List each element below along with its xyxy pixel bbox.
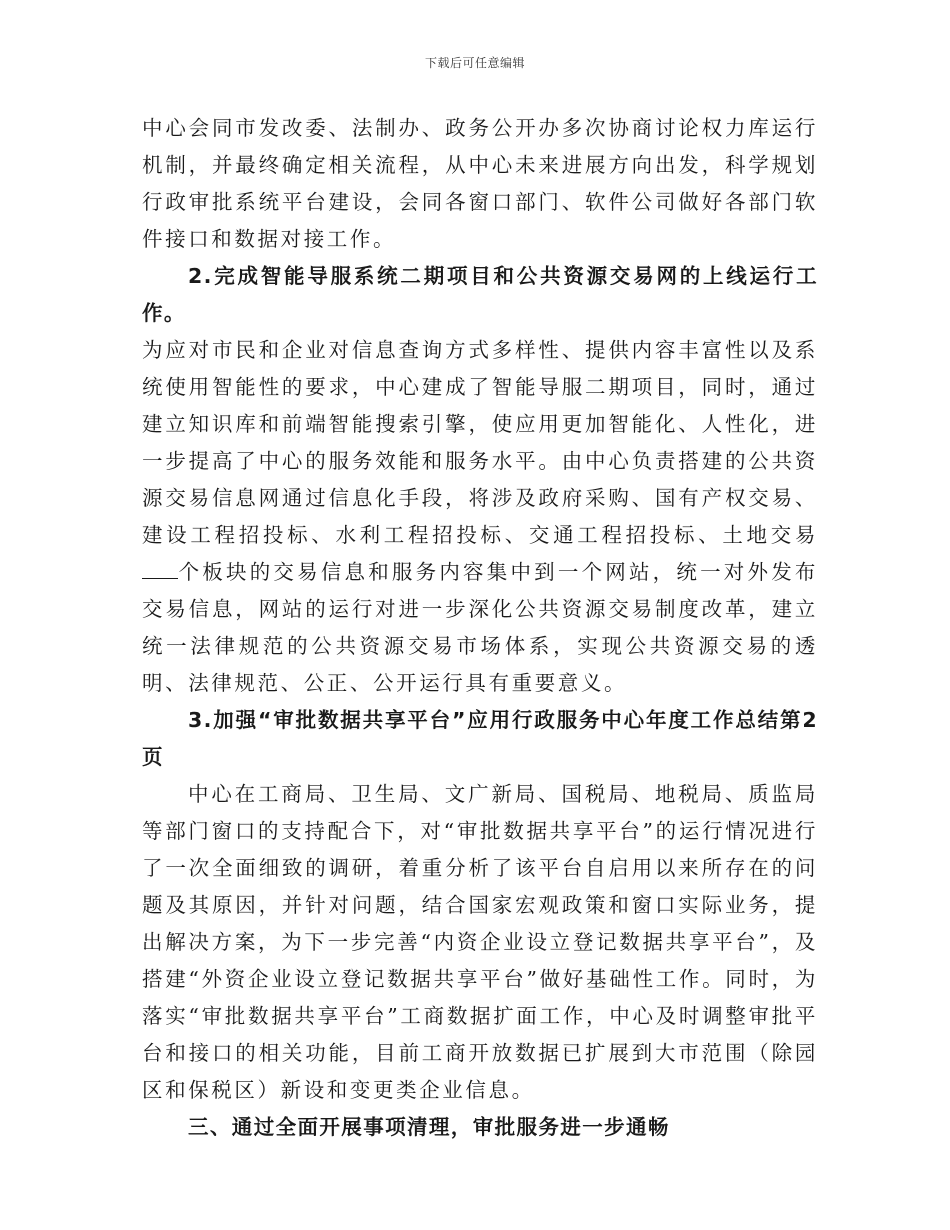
blank-underline	[142, 560, 178, 579]
paragraph-2-part-b: 个板块的交易信息和服务内容集中到一个网站，统一对外发布交易信息，网站的运行对进一步深化公共资源交易制度改革，建立统一法律规范的公共资源交易市场体系，实现公共资源交易的透明、法律规范、公正、公开运行具有重要意义。	[142, 560, 818, 695]
section-heading-2: 2.完成智能导服系统二期项目和公共资源交易网的上线运行工作。	[142, 264, 818, 325]
document-body	[142, 110, 818, 1146]
paragraph-1: 中心会同市发改委、法制办、政务公开办多次协商讨论权力库运行机制，并最终确定相关流程，从中心未来进展方向出发，科学规划行政审批系统平台建设，会同各窗口部门、软件公司做好各部门软件接口和数据对接工作。	[142, 116, 818, 251]
paragraph-2-part-a: 为应对市民和企业对信息查询方式多样性、提供内容丰富性以及系统使用智能性的要求，中心建成了智能导服二期项目，同时，通过建立知识库和前端智能搜索引擎，使应用更加智能化、人性化，进一步提高了中心的服务效能和服务水平。由中心负责搭建的公共资源交易信息网通过信息化手段，将涉及政府采购、国有产权交易、建设工程招投标、水利工程招投标、交通工程招投标、土地交易	[142, 338, 818, 547]
section-heading-4: 三、通过全面开展事项清理，审批服务进一步通畅	[188, 1115, 670, 1139]
paragraph-2	[142, 332, 818, 702]
section-heading-3: 3.加强“审批数据共享平台”应用行政服务中心年度工作总结第2页	[142, 708, 818, 769]
paragraph-3: 中心在工商局、卫生局、文广新局、国税局、地税局、质监局等部门窗口的支持配合下，对“审批数据共享平台”的运行情况进行了一次全面细致的调研，着重分析了该平台自启用以来所存在的问题及其原因，并针对问题，结合国家宏观政策和窗口实际业务，提出解决方案，为下一步完善“内资企业设立登记数据共享平台”，及搭建“外资企业设立登记数据共享平台”做好基础性工作。同时，为落实“审批数据共享平台”工商数据扩面工作，中心及时调整审批平台和接口的相关功能，目前工商开放数据已扩展到大市范围（除园区和保税区）新设和变更类企业信息。	[142, 782, 818, 1102]
page-header: 下载后可任意编辑	[424, 56, 525, 70]
